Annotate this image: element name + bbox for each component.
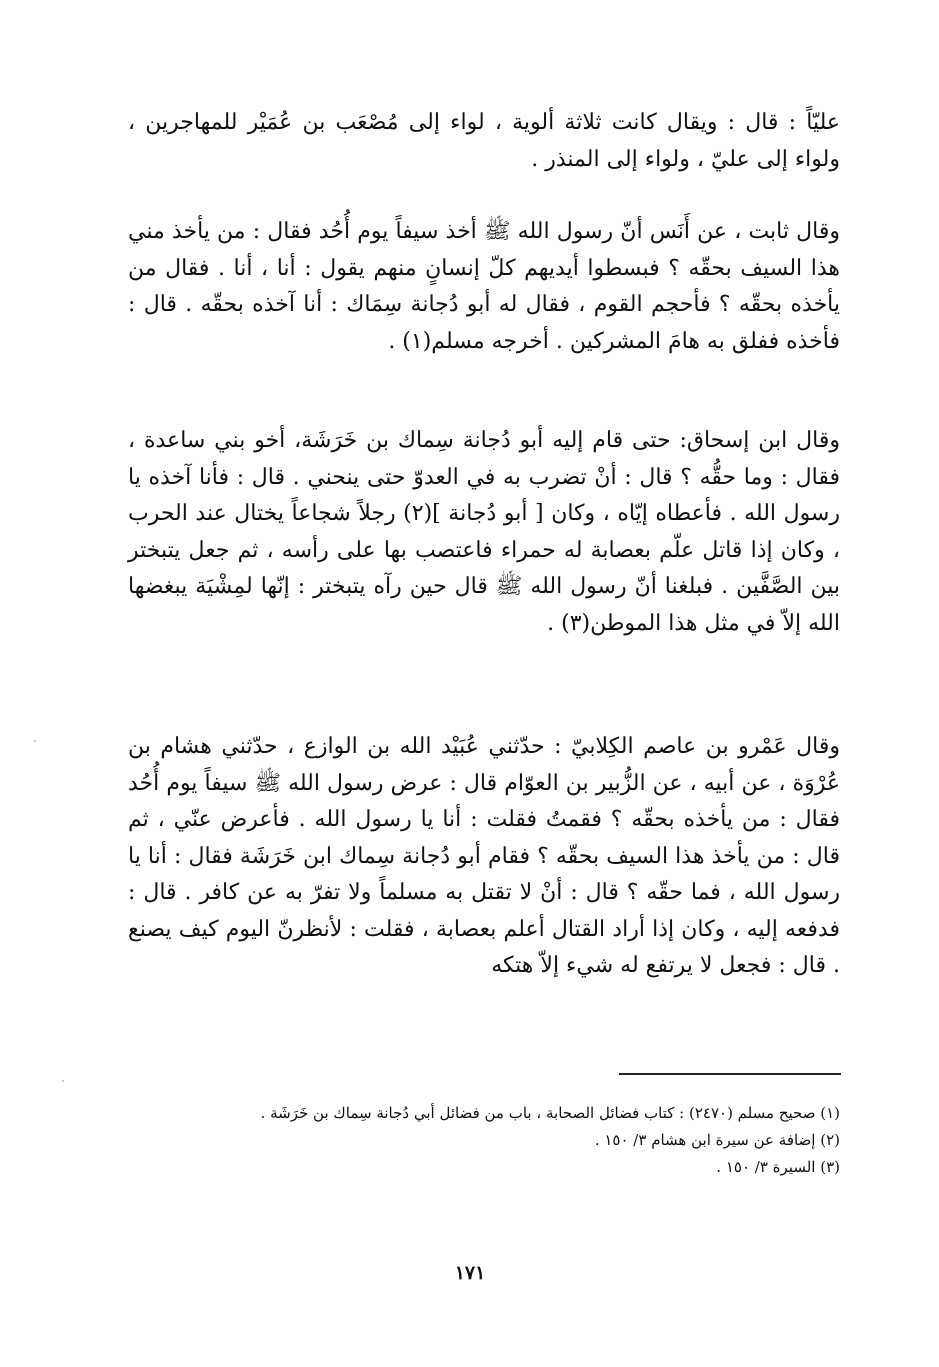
footnote-1: (١) صحيح مسلم (٢٤٧٠) : كتاب فضائل الصحابة ، باب من فضائل أبي دُجانة سِماك بن خَرَشَة . <box>260 1104 840 1122</box>
paragraph-4: وقال عَمْرو بن عاصم الكِلابيّ : حدّثني عُبَيْد الله بن الوازع ، حدّثني هشام بن عُرْوَة ، عن أبيه ، عن الزُّبير بن العوّام قال : عرض رسول الله ﷺ سيفاً يوم أُحُد فقال : من يأخذه بحقّه ؟ فقمتُ فقلت : أنا يا رسول الله . فأعرض عنّي ، ثم قال : من يأخذ هذا السيف بحقّه ؟ فقام أبو دُجانة سِماك ابن خَرَشَة فقال : أنا يا رسول الله ، فما حقّه ؟ قال : أنْ لا تقتل به مسلماً ولا تفرّ به عن كافر . قال : فدفعه إليه ، وكان إذا أراد القتال أعلم بعصابة ، فقلت : لأنظرنّ اليوم كيف يصنع . قال : فجعل لا يرتفع له شيء إلاّ هتكه <box>128 734 840 978</box>
scan-speck <box>62 1080 64 1082</box>
page-number: ١٧١ <box>454 1262 486 1284</box>
footnote-3: (٣) السيرة ٣/ ١٥٠ . <box>716 1158 840 1176</box>
footnote-divider <box>619 1073 841 1075</box>
paragraph-3: وقال ابن إسحاق: حتى قام إليه أبو دُجانة سِماك بن خَرَشَة، أخو بني ساعدة ، فقال : وما حقُّه ؟ قال : أنْ تضرب به في العدوّ حتى ينحني . قال : فأنا آخذه يا رسول الله . فأعطاه إيّاه ، وكان [ أبو دُجانة ](٢) رجلاً شجاعاً يختال عند الحرب ، وكان إذا قاتل علّم بعصابة له حمراء فاعتصب بها على رأسه ، ثم جعل يتبختر بين الصَّفَّين . فبلغنا أنّ رسول الله ﷺ قال حين رآه يتبختر : إنّها لمِشْيَة يبغضها الله إلاّ في مثل هذا الموطن(٣) . <box>128 428 840 636</box>
footnotes <box>128 1102 840 1183</box>
footnote-2: (٢) إضافة عن سيرة ابن هشام ٣/ ١٥٠ . <box>594 1131 840 1149</box>
paragraph-2: وقال ثابت ، عن أَنَس أنّ رسول الله ﷺ أخذ سيفاً يوم أُحُد فقال : من يأخذ مني هذا السيف بحقّه ؟ فبسطوا أيديهم كلّ إنسانٍ منهم يقول : أنا ، أنا . فقال من يأخذه بحقّه ؟ فأحجم القوم ، فقال له أبو دُجانة سِمَاك : أنا آخذه بحقّه . قال : فأخذه ففلق به هامَ المشركين . أخرجه مسلم(١) . <box>128 219 840 354</box>
paragraph-1: عليّاً : قال : ويقال كانت ثلاثة ألوية ، لواء إلى مُصْعَب بن عُمَيْر للمهاجرين ، ولواء إلى عليّ ، ولواء إلى المنذر . <box>128 110 840 172</box>
scan-speck <box>34 740 36 742</box>
